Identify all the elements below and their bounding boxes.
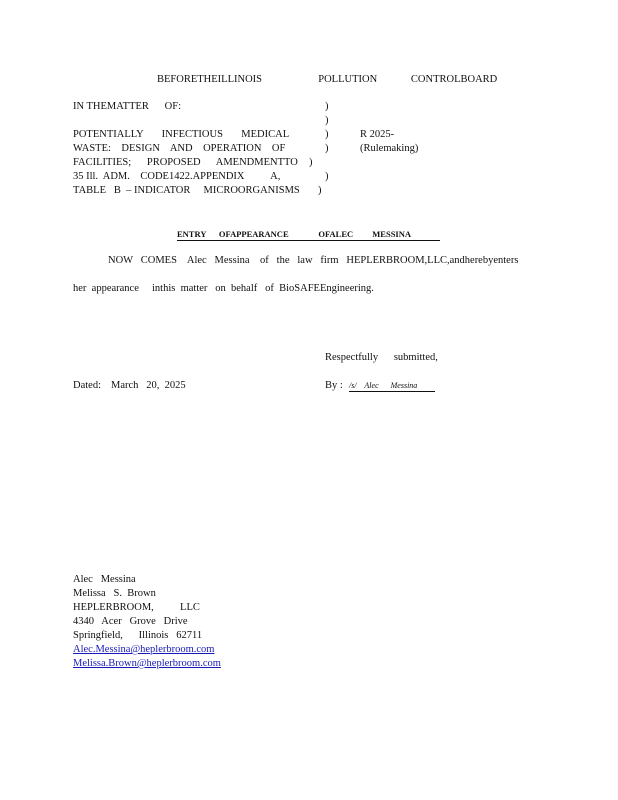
caption-line-4: 35 Ill. ADM. CODE1422.APPENDIX A, (73, 171, 281, 182)
signature-line (349, 380, 435, 392)
caption-paren: ) (318, 185, 322, 196)
dated-label: Dated: (73, 380, 101, 391)
address-line-name-2: Melissa S. Brown (73, 588, 156, 599)
caption-line-2: WASTE: DESIGN AND OPERATION OF (73, 143, 286, 154)
address-line-street: 4340 Acer Grove Drive (73, 616, 188, 627)
caption-paren: ) (325, 129, 329, 140)
body-line-1: NOW COMES Alec Messina of the law firm HEPLERBROOM,LLC,andherebyenters (108, 255, 519, 266)
closing-text: Respectfully submitted, (325, 352, 438, 363)
caption-paren: ) (325, 101, 329, 112)
caption-paren: ) (325, 115, 329, 126)
address-line-name: Alec Messina (73, 574, 136, 585)
address-line-firm: HEPLERBROOM, LLC (73, 602, 200, 613)
caption-line-1: POTENTIALLY INFECTIOUS MEDICAL (73, 129, 290, 140)
caption-line-3: FACILITIES; PROPOSED AMENDMENTTO (73, 157, 298, 168)
entry-of-appearance-heading: ENTRY OFAPPEARANCE OFALEC MESSINA (177, 229, 440, 241)
caption-line-5: TABLE B – INDICATOR MICROORGANISMS (73, 185, 300, 196)
email-link-melissa[interactable]: Melissa.Brown@heplerbroom.com (73, 658, 221, 669)
body-line-2: her appearance inthis matter on behalf of BioSAFEEngineering. (73, 283, 374, 294)
document-title: BEFORETHEILLINOIS POLLUTION CONTROLBOARD (157, 74, 498, 85)
signer-name: /s/ Alec Messina (349, 381, 418, 390)
case-type: (Rulemaking) (360, 143, 419, 154)
caption-paren: ) (325, 171, 329, 182)
email-link-alec[interactable]: Alec.Messina@heplerbroom.com (73, 644, 215, 655)
caption-paren: ) (309, 157, 313, 168)
by-label: By : (325, 380, 343, 391)
caption-line-matter: IN THEMATTER OF: (73, 101, 182, 112)
caption-paren: ) (325, 143, 329, 154)
address-line-city: Springfield, Illinois 62711 (73, 630, 203, 641)
case-number: R 2025- (360, 129, 395, 140)
date-value: March 20, 2025 (111, 380, 186, 391)
